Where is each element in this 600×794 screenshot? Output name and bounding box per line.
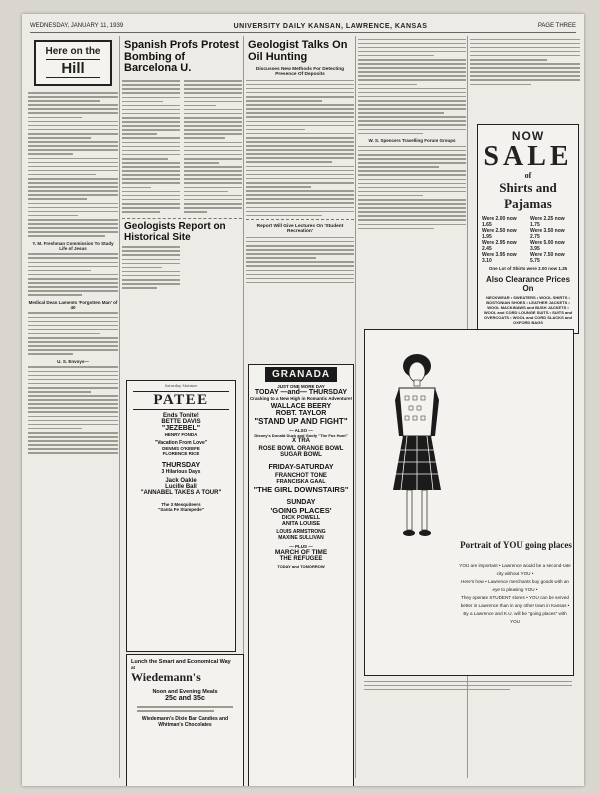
patee-days: 3 Hilarious Days [161,469,201,475]
granada-line20: MAXINE SULLIVAN [278,535,324,541]
newspaper-page [22,14,584,786]
subhead-spencer: W. S. Spencers Travelling Forum Groups [368,138,456,144]
granada-line22: MARCH OF TIME [274,549,328,556]
lunch-brand: Wiedemann's [131,670,201,684]
patee-film4: The 3 Mesquiteers [161,502,201,507]
subhead-envoys: U. S. Envoys— [57,358,89,364]
granada-line24: TODAY and TOMORROW [277,564,325,569]
patee-star4: Jack Oakie [165,478,197,484]
granada-line9: X TRA [292,438,310,444]
portrait-title: Portrait of YOU going places [460,540,572,550]
body-text [28,253,118,296]
headline-oil: Geologist Talks On Oil Hunting [248,39,348,63]
granada-line18: ANITA LOUISE [281,521,321,527]
granada-line12: FRANCHOT TONE [275,473,327,479]
headline-spanish: Spanish Profs Protest Bombing of Barcelona U. [124,39,239,75]
sale-price: Were 2.95 now 2.45 [482,240,517,252]
granada-line5: ROBT. TAYLOR [275,410,327,417]
patee-costar: HENRY FONDA [164,432,198,437]
column-rule [355,36,356,778]
body-text [28,366,118,454]
masthead-title: UNIVERSITY DAILY KANSAN, LAWRENCE, KANSAS [233,22,428,30]
body-text [28,312,118,355]
body-text [122,246,180,289]
granada-line4: WALLACE BEERY [270,403,332,410]
granada-line19: LOUIS ARMSTRONG [276,529,326,535]
portrait-p3: They operate STUDENT stores • YOU can be served better in Lawrence than in any other town in Kansas • By a Lawrence and K.U. will be "going places" with YOU [460,595,570,624]
granada-line16: 'GOING PLACES' [270,506,332,515]
sale-price: Were 5.00 now 3.95 [530,240,565,252]
sale-now: NOW [511,129,545,143]
body-text [122,78,242,216]
sale-price: Were 3.50 now 2.75 [530,228,565,240]
sale-note: One Lot of Shirts were 2.00 now 1.35 [488,266,568,271]
sale-price: Were 7.50 now 5.75 [530,252,565,264]
granada-line13: FRANCISKA GAAL [276,479,326,485]
portrait-body [459,562,571,626]
hill-banner-top: Here on the [45,46,101,57]
patee-star2: DENNIS O'KEEFE [162,446,200,451]
granada-line11: FRIDAY-SATURDAY [268,464,334,471]
body-text [137,706,233,712]
column-hill [28,36,118,778]
granada-line3: Cracking to a New High in Romantic Adventure! [249,396,353,401]
granada-line14: "THE GIRL DOWNSTAIRS" [253,485,349,494]
patee-film: "JEZEBEL" [161,425,201,432]
sale-clearance: Also Clearance Prices On [485,275,571,293]
patee-name: PATEE [133,391,229,410]
patee-star3: FLORENCE RICE [162,451,200,456]
granada-theater-ad [248,364,354,786]
sale-prices [482,216,574,264]
sale-items: NECKWEAR • SWEATERS • WOOL SHIRTS • BOSTONIAN SHOES • LEATHER JACKETS • WOOL MACKINAWS and BUSH JACKETS • WOOL and CORD LOUNGE SUITS • SUITS and OVERCOATS • WOOL and CORD SLACKS and OXFORD BAGS [483,295,573,325]
hill-banner [34,40,112,86]
masthead-date: WEDNESDAY, JANUARY 11, 1939 [30,23,124,29]
lunch-candies: Wiedemann's Dixie Bar Candies and Whitman's Chocolates [141,715,229,728]
granada-name: GRANADA [265,367,337,382]
patee-ends: Ends Tonite! [163,413,199,419]
sale-price: Were 2.50 now 1.95 [482,228,517,240]
masthead [30,20,576,33]
lunch-line2: at [131,665,136,670]
headline-geologists: Geologists Report on Historical Site [124,221,226,243]
patee-star5: Lucille Ball [165,484,197,490]
granada-line1: JUST ONE MORE DAY [277,384,325,389]
sale-word: SALE [483,141,573,172]
sale-price: Were 3.95 now 3.10 [482,252,517,264]
sale-item: Shirts and Pajamas [499,180,557,211]
lunch-prices: 25c and 35c [165,695,205,702]
body-text [358,146,466,229]
body-text [364,681,572,691]
lunch-meals: Noon and Evening Meals [152,689,218,695]
portrait-you-ad [364,329,574,676]
patee-film2: "Vacation From Love" [154,440,208,446]
portrait-p2: Here's how • Lawrence merchants buy goods with an eye to pleasing YOU • [461,579,569,592]
obers-sale-ad [477,124,579,334]
masthead-page: PAGE THREE [537,23,576,29]
body-text [246,80,354,217]
granada-line8: Disney's Donald Duck and Goofy "The Fox Hunt" [254,433,348,438]
granada-line2: TODAY —and— THURSDAY [254,389,348,396]
sale-of: of [524,171,532,180]
portrait-p1: YOU are important • Lawrence would be a second-rate city without YOU • [459,563,571,576]
sale-price: Were 2.00 now 1.65 [482,216,517,228]
patee-thursday: THURSDAY [161,462,201,469]
granada-line7: — ALSO — [289,428,313,433]
wiedemann-lunch-ad [126,654,244,786]
granada-line15: SUNDAY [286,499,316,506]
body-text [28,92,118,237]
body-text [358,39,466,135]
patee-star: BETTE DAVIS [161,419,201,425]
patee-film3: "ANNABEL TAKES A TOUR" [140,490,222,496]
hill-banner-bottom: Hill [46,59,100,78]
lower-text [364,678,572,778]
sale-price: Were 2.25 now 1.75 [530,216,565,228]
subhead-medical: Medical Dean Laments 'Forgotten Man' of 40 [28,299,118,310]
lunch-line1: Lunch the Smart and Economical Way [131,659,231,665]
granada-line17: DICK POWELL [281,515,321,521]
granada-line21: — PLUS — [289,544,313,549]
subhead-freshman: Y. M. Freshman Commission To Study Life of Jesus [32,240,114,251]
patee-theater-ad: Saturday Matinee PATEE Ends Tonite! BETTE DAVIS "JEZEBEL" HENRY FONDA "Vacation From Love" DENNIS O'KEEFE FLORENCE RICE THURSDAY 3 Hilarious Days Jack Oakie Lucille Ball "ANNABEL TAKES A TOUR" The 3 Mesquiteers "Santa Fe Stampede" [126,380,236,652]
body-text [246,237,354,284]
subhead-oil: Discusses New Methods For Detecting Presence Of Deposits [255,67,345,78]
body-text [470,39,580,86]
fashion-illustration [369,340,459,550]
column-5 [470,36,580,121]
granada-line23: THE REFUGEE [279,556,323,562]
column-rule [119,36,120,778]
patee-film5: "Santa Fe Stampede" [158,507,204,512]
headline-recreation: Report Will Give Lectures On 'Student Recreation' [256,224,344,235]
granada-line6: "STAND UP AND FIGHT" [254,417,348,426]
granada-line10: ROSE BOWL ORANGE BOWL SUGAR BOWL [258,446,344,458]
